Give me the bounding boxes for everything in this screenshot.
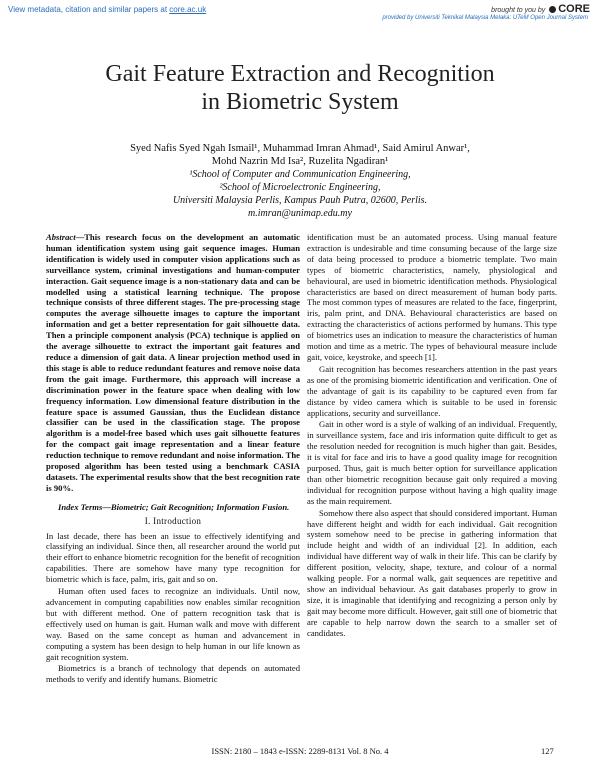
- right-column: [307, 232, 557, 640]
- core-logo-icon: [549, 6, 556, 13]
- affiliation-3: Universiti Malaysia Perlis, Kampus Pauh Putra, 02600, Perlis.: [172, 195, 428, 206]
- abstract: [46, 232, 300, 494]
- section-heading: I. Introduction: [144, 515, 202, 526]
- provided-by-text: provided by Universiti Teknikal Malaysia Melaka: UTeM Open Journal System: [382, 15, 588, 21]
- core-link[interactable]: core.ac.uk: [169, 5, 207, 14]
- core-metadata-text: View metadata, citation and similar papers at: [8, 5, 168, 14]
- paragraph: Gait recognition has becomes researchers attention in the past years as one of the promising biometric identification and verification. One of the advantage of gait is its capability to be captured even from far distance by video camera which is suitable to be used in forensic applications, security and surveillance.: [307, 363, 557, 418]
- paragraph: identification must be an automated process. Using manual feature extraction is undesirable and time consuming because of the large size of data being processed to produce a biometric template. Two main types of biometric characteristics, namely, physiological and behavioural, are used in biometric identification methods. Physiological characteristics are based on direct measurement of human body parts. The most common types of measures are related to the face, fingerprint, iris, palm print, and DNA. Behavioural characteristics are based on extracting the characteristics of actions performed by humans. This type of biometrics uses an indication to measure the characteristics of human motion and time as a metric. The types of behavioural measure include gait, voice, keystroke, and speech [1].: [307, 232, 557, 362]
- brought-by-text: brought to you by: [491, 7, 546, 14]
- title-line-1: Gait Feature Extraction and Recognition: [105, 61, 495, 87]
- author-block: [0, 142, 600, 220]
- left-column: [46, 232, 300, 686]
- paragraph: Gait in other word is a style of walking of an individual. Frequently, in surveillance system, face and iris information quite difficult to get as the resolution needed for recognition is much higher than gait. Besides, it is vital for face and iris to have a good quality image for recognition purposed. Thus, gait is much better option for surveillance application than other biometric recognition because gait only required a moving individual for recognition purpose without having a high quality image as the main requirement.: [307, 419, 557, 506]
- abstract-text: —This research focus on the development an automatic human identification system using gait sequence images. Human identification is widely used in computer vision applications such as surveillance system, criminal investigations and human-computer interaction. Gait sequence image is a non-stationary data and can be modelled using a statistical learning technique. The propose technique consists of three different stages. The pre-processing stage computes the average silhouette images to capture the important information and get a better representation for gait silhouette data. Then a principle component analysis (PCA) technique is applied on the average silhouette to extract the important gait features and reduce a dimension of gait data. A linear projection method used in this stage is able to reduce redundant features and remove noise data from the gait image. Furthermore, this approach will increase a discrimination power in the feature space when dealing with low frequency information. Low dimensional feature distribution in the feature space is assumed Gaussian, thus the Euclidean distance classifier can be used in the classification stage. The propose algorithm is a model-free based which uses gait silhouette features for the compact gait image representation and a linear feature reduction technique to remove redundant and noise information. The proposed algorithm has been tested using a benchmark CASIA datasets. The experimental results show that the best recognition rate is 90%.: [46, 232, 300, 493]
- author-email: m.imran@unimap.edu.my: [248, 208, 352, 219]
- page-number: 127: [541, 746, 554, 756]
- provided-by-bar: [0, 15, 600, 25]
- paragraph: Somehow there also aspect that should considered important. Human have different height and width for each individual. Gait recognition system somehow need to be precise in gathering information that include height and width of an individual [2]. In addition, each individual have different way of walk in their life. This can be clarify by different position, velocity, shape, texture, and colour of a normal walking people. For a normal walk, gait sequences are repetitive and show an individual behaviour. As gait databases properly to grow in size, it is imaginable that identifying and recognizing a person only by gait may become more difficult. However, gait still one of biometric that are capable to help narrow down the search to a smaller set of candidates.: [307, 507, 557, 638]
- core-metadata-notice: [8, 5, 206, 14]
- authors-line-1: Syed Nafis Syed Ngah Ismail¹, Muhammad Imran Ahmad¹, Said Amirul Anwar¹,: [130, 143, 470, 154]
- journal-footer: ISSN: 2180 – 1843 e-ISSN: 2289-8131 Vol. 8 No. 4: [211, 746, 389, 756]
- affiliation-1: ¹School of Computer and Communication Engineering,: [189, 169, 411, 180]
- core-brand[interactable]: [491, 3, 590, 15]
- core-logo-text: CORE: [558, 3, 590, 15]
- title-line-2: in Biometric System: [201, 89, 399, 115]
- abstract-label: Abstract: [46, 232, 76, 242]
- paragraph: In last decade, there has been an issue to effectively identifying and classifying an individual. Since then, all researcher around the world put their effort to enhance biometric recognition for the benefit of recognition capabilities. There are somehow have many type recognition for biometric which is face, palm, iris, gait and so on.: [46, 530, 300, 585]
- core-logo[interactable]: [549, 3, 590, 15]
- authors-line-2: Mohd Nazrin Md Isa², Ruzelita Ngadiran¹: [211, 156, 389, 167]
- paragraph: Biometrics is a branch of technology that depends on automated methods to verify and identify humans. Biometric: [46, 663, 300, 685]
- paragraph: Human often used faces to recognize an individuals. Until now, advancement in computing capabilities now enables similar recognition but with different method. One of pattern recognition task that is effectively used on human is gait. Human walk and move with different way. Based on the same concept as human and advancement in computing a system has been design to help human in our life known as gait recognition system.: [46, 586, 300, 662]
- index-terms: Index Terms—Biometric; Gait Recognition; Information Fusion.: [58, 501, 290, 512]
- paper-title: [0, 60, 600, 116]
- affiliation-2: ²School of Microelectronic Engineering,: [219, 182, 381, 193]
